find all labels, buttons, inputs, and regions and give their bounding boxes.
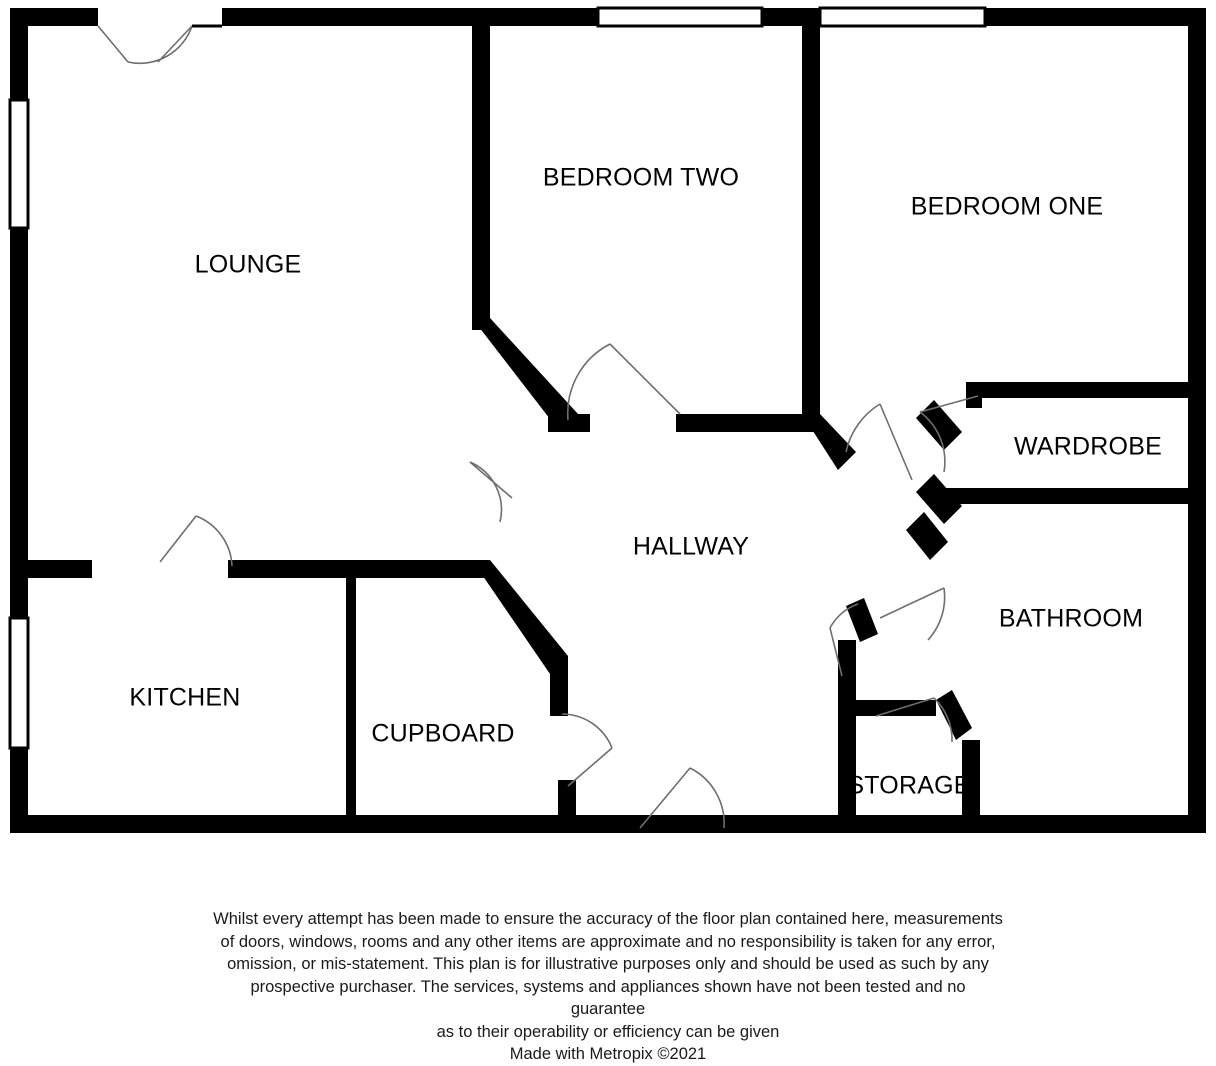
room-label-storage: STORAGE (847, 771, 971, 800)
room-label-bedroom-two: BEDROOM TWO (542, 163, 740, 192)
disclaimer-block (0, 908, 1216, 1066)
disclaimer-line-2: of doors, windows, rooms and any other items are approximate and no responsibility is taken for any error, (220, 932, 996, 951)
metropix-credit: Made with Metropix ©2021 (509, 1045, 707, 1063)
room-label-lounge: LOUNGE (194, 250, 302, 279)
disclaimer-line-1: Whilst every attempt has been made to ensure the accuracy of the floor plan contained here, measurements (213, 910, 1003, 928)
room-label-bedroom-one: BEDROOM ONE (910, 192, 1104, 221)
room-label-cupboard: CUPBOARD (371, 719, 515, 748)
room-label-bathroom: BATHROOM (998, 604, 1144, 633)
disclaimer-line-5: as to their operability or efficiency can be given (436, 1022, 780, 1041)
disclaimer-line-4: prospective purchaser. The services, systems and appliances shown have not been tested and no guarantee (250, 977, 966, 1018)
room-label-hallway: HALLWAY (632, 532, 750, 561)
room-label-kitchen: KITCHEN (129, 683, 241, 712)
disclaimer-line-3: omission, or mis-statement. This plan is for illustrative purposes only and should be used as such by any (227, 955, 989, 973)
room-label-wardrobe: WARDROBE (1014, 432, 1162, 461)
